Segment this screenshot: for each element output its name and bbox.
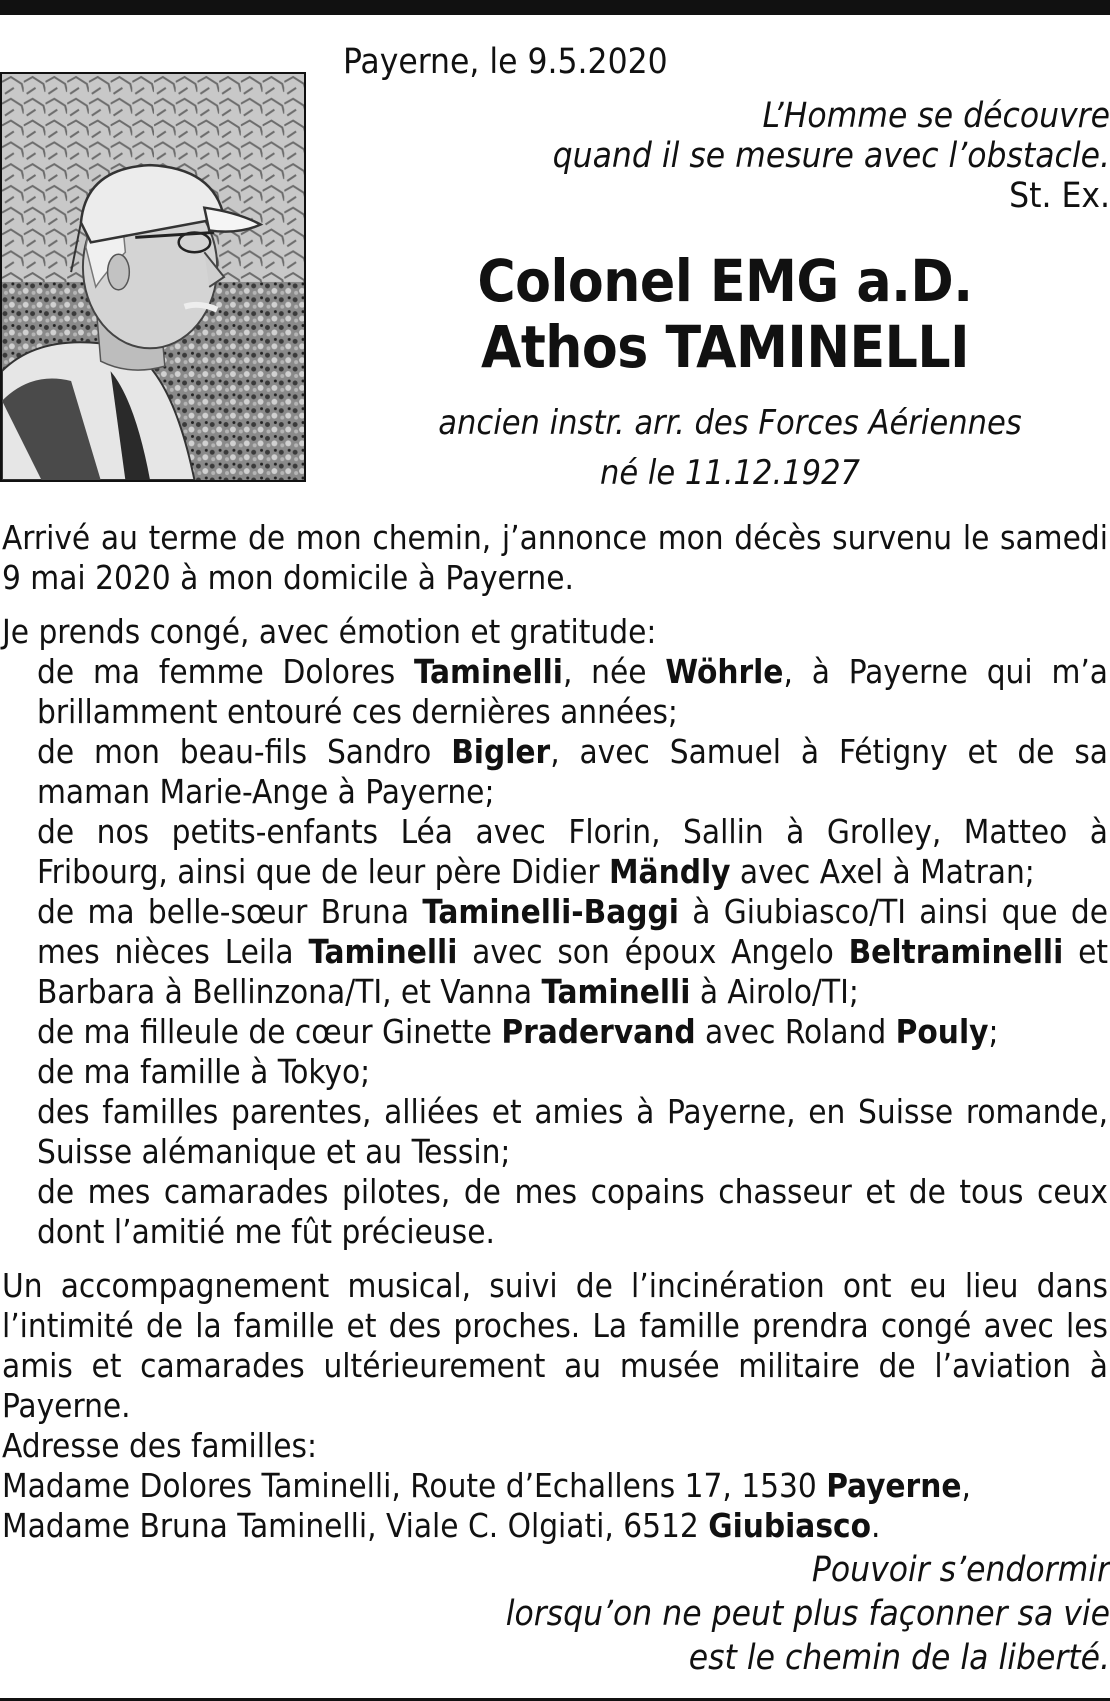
- bold-name: Giubiasco: [708, 1506, 871, 1545]
- text-run: ,: [961, 1466, 971, 1505]
- farewell-intro: Je prends congé, avec émotion et gratitude:: [2, 612, 657, 651]
- address-line: [2, 1506, 1108, 1546]
- text-run: , à Payerne qui m’a brillamment entouré ces dernières années;: [37, 652, 1108, 731]
- bold-name: Taminelli: [414, 652, 563, 691]
- text-run: des familles parentes, alliées et amies à Payerne, en Suisse romande, Suisse alémanique et au Tessin;: [37, 1092, 1108, 1171]
- deceased-birth-date: né le 11.12.1927: [599, 453, 861, 493]
- text-run: ;: [988, 1012, 999, 1051]
- text-run: de mes camarades pilotes, de mes copains chasseur et de tous ceux dont l’amitié me fût précieuse.: [37, 1172, 1108, 1251]
- bold-name: Mändly: [609, 852, 731, 891]
- address-list: [2, 1466, 1108, 1546]
- top-border-rule: [0, 0, 1110, 15]
- portrait-image: [2, 74, 304, 480]
- bold-name: Taminelli: [541, 972, 691, 1011]
- bold-name: Payerne: [826, 1466, 962, 1505]
- epigraph-line-2: quand il se mesure avec l’obstacle.: [552, 136, 1110, 176]
- bold-name: Pouly: [895, 1012, 989, 1051]
- farewell-item: [37, 1092, 1108, 1172]
- text-run: à Airolo/TI;: [690, 972, 859, 1011]
- deceased-name: Athos TAMINELLI: [480, 313, 970, 381]
- deceased-role: ancien instr. arr. des Forces Aériennes: [438, 403, 1022, 443]
- bold-name: Pradervand: [501, 1012, 696, 1051]
- farewell-list: [2, 652, 1108, 1252]
- text-run: de nos petits-enfants Léa avec Florin, Sallin à Grolley, Matteo à Fribourg, ainsi que de leur père Didier: [37, 812, 1108, 891]
- text-run: , avec Samuel à Fétigny et de sa maman Marie-Ange à Payerne;: [37, 732, 1108, 811]
- epigraph-source: St. Ex.: [1009, 176, 1110, 216]
- text-run: de mon beau-fils Sandro: [37, 732, 452, 771]
- farewell-item: [37, 1052, 1108, 1092]
- text-run: de ma famille à Tokyo;: [37, 1052, 371, 1091]
- text-run: .: [871, 1506, 881, 1545]
- bold-name: Beltraminelli: [848, 932, 1064, 971]
- ceremony-paragraph: Un accompagnement musical, suivi de l’incinération ont eu lieu dans l’intimité de la famille et des proches. La famille prendra congé avec les amis et camarades ultérieurement au musée militaire de l’aviation à Payerne.: [2, 1266, 1108, 1425]
- text-run: avec Roland: [695, 1012, 896, 1051]
- farewell-item: [37, 812, 1108, 892]
- epigraph-quote: [410, 96, 1110, 216]
- address-line: [2, 1466, 1108, 1506]
- farewell-item: [37, 1172, 1108, 1252]
- deceased-rank: Colonel EMG a.D.: [477, 247, 973, 315]
- text-run: avec son époux Angelo: [457, 932, 849, 971]
- text-run: et Barbara à Bellinzona/TI, et Vanna: [37, 932, 1108, 1011]
- closing-quote: [410, 1548, 1110, 1680]
- place-date: Payerne, le 9.5.2020: [343, 42, 668, 82]
- farewell-item: [37, 1012, 1108, 1052]
- bold-name: Wöhrle: [665, 652, 784, 691]
- text-run: à Giubiasco/TI ainsi que de mes nièces Leila: [37, 892, 1108, 971]
- text-run: de ma filleule de cœur Ginette: [37, 1012, 502, 1051]
- bold-name: Taminelli: [308, 932, 458, 971]
- farewell-item: [37, 652, 1108, 732]
- death-announcement: Arrivé au terme de mon chemin, j’annonce mon décès survenu le samedi 9 mai 2020 à mon domicile à Payerne.: [2, 518, 1108, 597]
- text-run: Madame Bruna Taminelli, Viale C. Olgiati, 6512: [2, 1506, 709, 1545]
- obituary-body: [2, 518, 1108, 1546]
- text-run: de ma femme Dolores: [37, 652, 415, 691]
- text-run: , née: [562, 652, 666, 691]
- closing-line-1: Pouvoir s’endormir: [811, 1550, 1110, 1590]
- farewell-item: [37, 732, 1108, 812]
- portrait-photo: [0, 72, 306, 482]
- epigraph-line-1: L’Homme se découvre: [762, 96, 1110, 136]
- address-heading: Adresse des familles:: [2, 1426, 318, 1465]
- closing-line-3: est le chemin de la liberté.: [688, 1638, 1110, 1678]
- text-run: de ma belle-sœur Bruna: [37, 892, 423, 931]
- closing-line-2: lorsqu’on ne peut plus façonner sa vie: [505, 1594, 1110, 1634]
- deceased-details: [400, 398, 1060, 498]
- bold-name: Bigler: [451, 732, 551, 771]
- text-run: Madame Dolores Taminelli, Route d’Echallens 17, 1530: [2, 1466, 827, 1505]
- farewell-item: [37, 892, 1108, 1012]
- text-run: avec Axel à Matran;: [730, 852, 1035, 891]
- bold-name: Taminelli-Baggi: [422, 892, 679, 931]
- deceased-name-block: [330, 248, 1110, 380]
